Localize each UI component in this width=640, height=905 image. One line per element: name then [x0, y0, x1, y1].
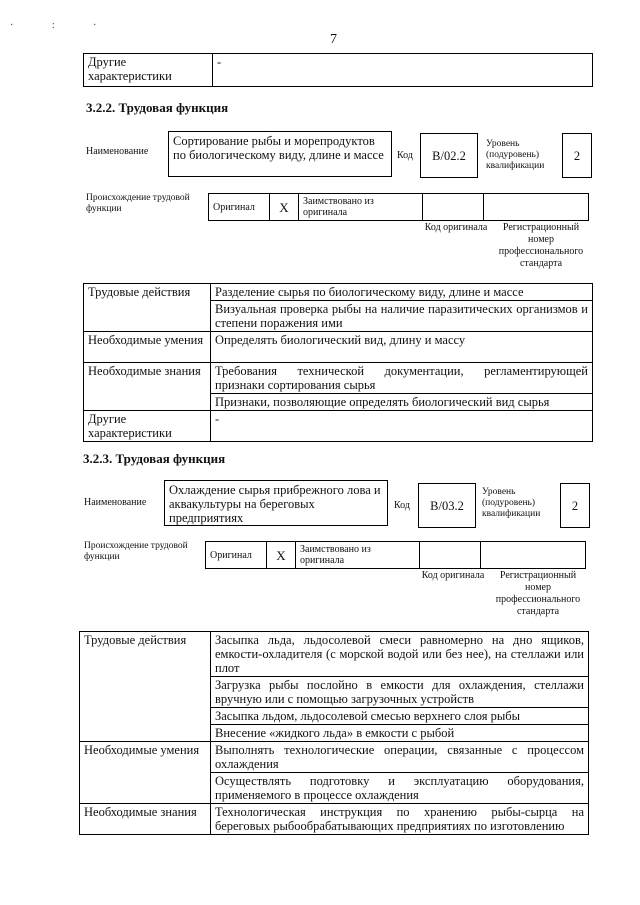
name-label: Наименование	[84, 497, 147, 508]
function-name-box: Охлаждение сырья прибрежного лова и аквакультуры на береговых предприятиях	[164, 480, 388, 526]
section-heading-322: 3.2.2. Трудовая функция	[86, 100, 229, 115]
row-item: Выполнять технологические операции, связанные с процессом охлаждения	[211, 742, 589, 773]
table-row	[84, 284, 593, 301]
section-heading-323: 3.2.3. Трудовая функция	[83, 451, 226, 466]
level-box: 2	[562, 133, 592, 178]
table-row	[84, 332, 593, 363]
level-label: Уровень (подуровень) квалификации	[486, 139, 545, 171]
row-label: Необходимые знания	[84, 363, 211, 411]
function-details-table-322	[83, 283, 593, 442]
row-item: -	[211, 411, 593, 442]
row-item: Засыпка льда, льдосолевой смеси равномерно на дно ящиков, емкости-охладителя (с морской водой или без нее), на стеллажи или плот	[211, 632, 589, 677]
code-box: B/02.2	[420, 133, 478, 178]
table-row	[84, 363, 593, 394]
row-item: Внесение «жидкого льда» в емкости с рыбой	[211, 725, 589, 742]
row-label: Другие характеристики	[84, 411, 211, 442]
row-label: Необходимые умения	[80, 742, 211, 804]
original-mark: X	[270, 194, 299, 221]
original-label: Оригинал	[209, 194, 270, 221]
original-mark: X	[267, 542, 296, 569]
level-box: 2	[560, 483, 590, 528]
code-original-caption: Код оригинала	[421, 570, 485, 581]
row-label: Необходимые умения	[84, 332, 211, 363]
function-name-box: Сортирование рыбы и морепродуктов по биологическому виду, длине и массе	[168, 131, 392, 177]
reg-number-cell	[484, 194, 589, 221]
row-item: Определять биологический вид, длину и массу	[211, 332, 593, 363]
page-number: 7	[330, 32, 337, 47]
origin-table	[205, 541, 586, 569]
row-value: -	[213, 54, 593, 87]
code-label: Код	[394, 500, 410, 511]
row-item: Загрузка рыбы послойно в емкости для охлаждения, стеллажи вручную или с помощью загрузочных устройств	[211, 677, 589, 708]
borrowed-label: Заимствовано из оригинала	[299, 194, 423, 221]
level-label: Уровень (подуровень) квалификации	[482, 487, 541, 519]
row-label: Необходимые знания	[80, 804, 211, 835]
table-row	[80, 742, 589, 773]
code-original-caption: Код оригинала	[424, 222, 488, 233]
borrowed-label: Заимствовано из оригинала	[296, 542, 420, 569]
row-item: Осуществлять подготовку и эксплуатацию оборудования, применяемого в процессе охлаждения	[211, 773, 589, 804]
row-label: Трудовые действия	[80, 632, 211, 742]
origin-label: Происхождение трудовой функции	[84, 541, 188, 562]
table-row	[80, 632, 589, 677]
reg-number-caption: Регистрационный номер профессионального стандарта	[495, 570, 581, 617]
table-row	[80, 804, 589, 835]
table-row	[84, 54, 593, 87]
table-row	[84, 411, 593, 442]
row-label: Другие характеристики	[84, 54, 213, 87]
row-label: Трудовые действия	[84, 284, 211, 332]
code-label: Код	[397, 150, 413, 161]
row-item: Требования технической документации, регламентирующей признаки сортирования сырья	[211, 363, 593, 394]
row-item: Визуальная проверка рыбы на наличие паразитических организмов и степени поражения ими	[211, 301, 593, 332]
reg-number-cell	[481, 542, 586, 569]
function-details-table-323	[79, 631, 589, 835]
code-original-cell	[423, 194, 484, 221]
row-item: Засыпка льдом, льдосолевой смесью верхнего слоя рыбы	[211, 708, 589, 725]
row-item: Технологическая инструкция по хранению рыбы-сырца на береговых рыбообрабатывающих предприятиях по изготовлению	[211, 804, 589, 835]
origin-table	[208, 193, 589, 221]
scan-specks: · : ·	[10, 20, 115, 31]
row-item: Разделение сырья по биологическому виду, длине и массе	[211, 284, 593, 301]
original-label: Оригинал	[206, 542, 267, 569]
code-box: B/03.2	[418, 483, 476, 528]
code-original-cell	[420, 542, 481, 569]
reg-number-caption: Регистрационный номер профессионального стандарта	[498, 222, 584, 269]
row-item: Признаки, позволяющие определять биологический вид сырья	[211, 394, 593, 411]
top-other-table	[83, 53, 593, 87]
origin-label: Происхождение трудовой функции	[86, 193, 190, 214]
name-label: Наименование	[86, 146, 149, 157]
